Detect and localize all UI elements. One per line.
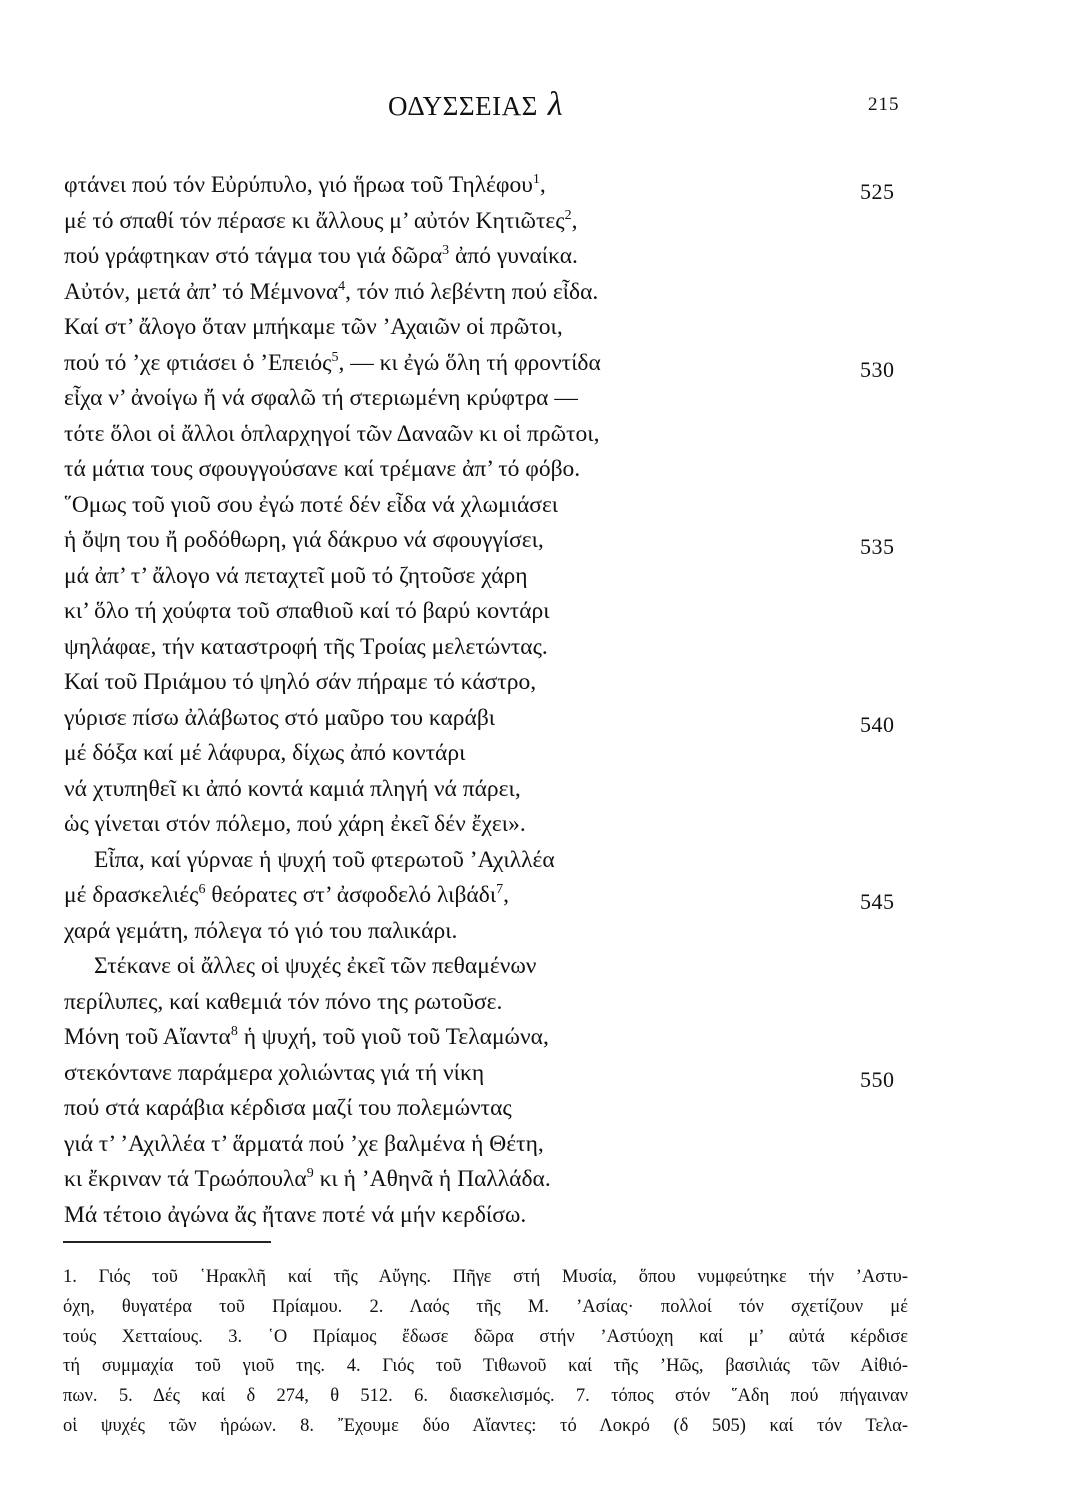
verse-text xyxy=(64,669,536,695)
verse-segment: , xyxy=(571,207,578,234)
verse-line xyxy=(64,1091,944,1127)
footnote-line: 1. Γιός τοῦ ῾Ηρακλῆ καί τῆς Αὔγης. Πῆγε στή Μυσία, ὅπου νυμφεύτηκε τήν ’Αστυ- xyxy=(63,1267,908,1287)
verse-text xyxy=(64,456,580,482)
verse-segment: ἡ ψυχή, τοῦ γιοῦ τοῦ Τελαμώνα, xyxy=(237,1024,549,1050)
verse-text xyxy=(64,634,548,660)
verse-line xyxy=(64,381,944,417)
verse-line xyxy=(64,310,944,346)
verse-number: 540 xyxy=(860,711,895,737)
verse-text xyxy=(64,918,457,944)
verse-text xyxy=(64,1024,549,1050)
verse-segment: , — κι ἐγώ ὅλη τή φροντίδα xyxy=(338,349,601,376)
footnote-marker: 4 xyxy=(338,278,346,294)
verse-segment: ἡ ὄψη του ἤ ροδόθωρη, γιά δάκρυο νά σφουγγίσει, xyxy=(64,527,544,553)
verse-segment: μά ἀπ’ τ’ ἄλογο νά πεταχτεῖ μοῦ τό ζητοῦσε χάρη xyxy=(64,562,528,589)
footnote-marker: 8 xyxy=(230,1024,238,1039)
verse-text xyxy=(64,1131,544,1157)
verse-segment: μέ τό σπαθί τόν πέρασε κι ἄλλους μ’ αὐτόν Κητιῶτες xyxy=(64,207,565,234)
verse-line xyxy=(64,523,944,559)
book-title-text: ΟΔΥΣΣΕΙΑΣ xyxy=(388,91,538,121)
verse-segment: τά μάτια τους σφουγγούσανε καί τρέμανε ἀπ’ τό φόβο. xyxy=(64,456,581,482)
verse-segment: ψηλάφαε, τήν καταστροφή τῆς Τροίας μελετώντας. xyxy=(64,633,548,660)
verse-segment: Καί στ’ ἄλογο ὅταν μπήκαμε τῶν ’Αχαιῶν οἱ πρῶτοι, xyxy=(64,314,563,340)
verse-segment: Καί τοῦ Πριάμου τό ψηλό σάν πήραμε τό κάστρο, xyxy=(64,669,537,695)
verse-text xyxy=(64,492,558,518)
verse-line xyxy=(64,275,944,311)
verse-number: 525 xyxy=(860,179,895,204)
verse-line xyxy=(64,630,944,666)
verse-number: 550 xyxy=(860,1066,895,1092)
verse-text xyxy=(64,953,536,979)
verse-block xyxy=(64,168,944,1233)
verse-text xyxy=(64,279,598,305)
footnote-marker: 7 xyxy=(496,882,504,897)
verse-line xyxy=(64,736,944,772)
verse-text xyxy=(64,385,578,411)
footnote-marker: 1 xyxy=(532,172,540,187)
verse-text xyxy=(64,882,509,908)
verse-line xyxy=(64,417,944,453)
footnote-line: όχη, θυγατέρα τοῦ Πρίαμου. 2. Λαός τῆς Μ. ’Ασίας· πολλοί τόν σχετίζουν μέ xyxy=(63,1296,908,1317)
verse-line xyxy=(64,204,944,240)
verse-line xyxy=(64,772,944,808)
verse-segment: ῞Ομως τοῦ γιοῦ σου ἐγώ ποτέ δέν εἶδα νά χλωμιάσει xyxy=(64,491,559,518)
verse-segment: Αὐτόν, μετά ἀπ’ τό Μέμνονα xyxy=(64,278,339,305)
verse-line xyxy=(64,1020,944,1056)
page-number: 215 xyxy=(868,94,900,115)
footnote-marker: 9 xyxy=(306,1166,314,1181)
verse-line xyxy=(64,843,944,879)
verse-text xyxy=(64,1202,526,1228)
verse-line xyxy=(64,346,944,382)
verse-line xyxy=(64,1198,944,1234)
verse-text xyxy=(64,243,578,269)
verse-segment: Εἶπα, καί γύρναε ἡ ψυχή τοῦ φτερωτοῦ ’Αχιλλέα xyxy=(94,846,555,873)
verse-line xyxy=(64,488,944,524)
verse-text xyxy=(64,314,563,340)
verse-text xyxy=(64,811,526,837)
verse-text xyxy=(64,421,599,447)
verse-segment: Μόνη τοῦ Αἴαντα xyxy=(64,1024,231,1050)
footnote-marker: 6 xyxy=(198,882,206,897)
running-head xyxy=(0,86,1085,126)
verse-segment: εἶχα ν’ ἀνοίγω ἤ νά σφαλῶ τή στεριωμένη κρύφτρα — xyxy=(64,385,578,411)
verse-text xyxy=(64,1166,551,1192)
footnote-line: τή συμμαχία τοῦ γιοῦ της. 4. Γιός τοῦ Τιθωνοῦ καί τῆς ’Ηῶς, βασιλιάς τῶν Αἰθιό- xyxy=(63,1356,908,1377)
verse-segment: , xyxy=(503,882,510,908)
verse-segment: κι ἡ ’Αθηνᾶ ἡ Παλλάδα. xyxy=(313,1166,551,1192)
verse-text xyxy=(64,527,544,553)
verse-segment: νά χτυπηθεῖ κι ἀπό κοντά καμιά πληγή νά πάρει, xyxy=(64,775,521,802)
verse-segment: φτάνει πού τόν Εὐρύπυλο, γιό ἥρωα τοῦ Τηλέφου xyxy=(64,172,533,198)
verse-text xyxy=(64,598,550,624)
verse-line xyxy=(64,949,944,985)
footnote-marker: 2 xyxy=(564,207,572,223)
verse-line xyxy=(64,914,944,950)
verse-line xyxy=(64,665,944,701)
footnote-marker: 5 xyxy=(331,349,339,365)
verse-text xyxy=(64,563,528,589)
verse-segment: περίλυπες, καί καθεμιά τόν πόνο της ρωτοῦσε. xyxy=(64,988,503,1015)
verse-line xyxy=(64,594,944,630)
verse-segment: στεκόντανε παράμερα χολιώντας γιά τή νίκη xyxy=(64,1059,485,1086)
verse-segment: γιά τ’ ’Αχιλλέα τ’ ἅρματά πού ’χε βαλμένα ἡ Θέτη, xyxy=(64,1130,544,1157)
verse-segment: πού στά καράβια κέρδισα μαζί του πολεμώντας xyxy=(64,1095,512,1121)
book-letter: λ xyxy=(547,86,564,123)
footnote-divider xyxy=(63,1241,271,1243)
verse-number: 535 xyxy=(860,534,895,559)
verse-text xyxy=(64,172,546,198)
verse-text xyxy=(64,776,521,802)
verse-segment: θεόρατες στ’ ἀσφοδελό λιβάδι xyxy=(205,882,497,908)
verse-number: 530 xyxy=(860,356,895,382)
verse-segment: ὡς γίνεται στόν πόλεμο, πού χάρη ἐκεῖ δέν ἔχει». xyxy=(64,811,526,837)
verse-segment: χαρά γεμάτη, πόλεγα τό γιό του παλικάρι. xyxy=(64,917,458,944)
verse-segment: πού γράφτηκαν στό τάγμα του γιά δῶρα xyxy=(64,243,443,269)
verse-segment: κι ἔκριναν τά Τρωόπουλα xyxy=(64,1166,307,1192)
verse-line xyxy=(64,168,944,204)
verse-line xyxy=(64,1127,944,1163)
verse-line xyxy=(64,452,944,488)
verse-text xyxy=(64,989,502,1015)
verse-line xyxy=(64,807,944,843)
verse-segment: τότε ὅλοι οἱ ἄλλοι ὁπλαρχηγοί τῶν Δαναῶν κι οἱ πρῶτοι, xyxy=(64,420,600,447)
verse-line xyxy=(64,1162,944,1198)
verse-segment: , τόν πιό λεβέντη πού εἶδα. xyxy=(345,278,599,305)
verse-line xyxy=(64,878,944,914)
verse-segment: κι’ ὅλο τή χούφτα τοῦ σπαθιοῦ καί τό βαρύ κοντάρι xyxy=(64,598,550,624)
verse-number: 545 xyxy=(860,889,895,914)
verse-segment: μέ δρασκελιές xyxy=(64,882,199,908)
footnote-line: τούς Χετταίους. 3. ῾Ο Πρίαμος ἔδωσε δῶρα στήν ’Αστύοχη καί μ’ αὐτά κέρδισε xyxy=(63,1326,908,1347)
verse-text xyxy=(64,740,465,766)
verse-segment: μέ δόξα καί μέ λάφυρα, δίχως ἀπό κοντάρι xyxy=(64,740,466,766)
verse-segment: Μά τέτοιο ἀγώνα ἄς ἤτανε ποτέ νά μήν κερδίσω. xyxy=(64,1201,527,1228)
verse-line xyxy=(64,701,944,737)
footnote-line: οἱ ψυχές τῶν ἡρώων. 8. ῎Εχουμε δύο Αἴαντες: τό Λοκρό (δ 505) καί τόν Τελα- xyxy=(63,1415,908,1436)
verse-text xyxy=(64,350,601,376)
verse-text xyxy=(64,1060,484,1086)
footnote-marker: 3 xyxy=(442,243,450,258)
verse-line xyxy=(64,985,944,1021)
verse-text xyxy=(64,847,555,873)
verse-text xyxy=(64,705,495,731)
verse-line xyxy=(64,559,944,595)
verse-text xyxy=(64,208,577,234)
verse-line xyxy=(64,1056,944,1092)
book-title xyxy=(388,86,563,124)
footnotes xyxy=(63,1263,908,1442)
verse-segment: ἀπό γυναίκα. xyxy=(449,243,578,269)
verse-segment: Στέκανε οἱ ἄλλες οἱ ψυχές ἐκεῖ τῶν πεθαμένων xyxy=(94,953,537,979)
footnote-line: πων. 5. Δές καί δ 274, θ 512. 6. διασκελισμός. 7. τόπος στόν ῞Αδη πού πήγαιναν xyxy=(63,1386,908,1407)
verse-text xyxy=(64,1095,512,1121)
verse-segment: πού τό ’χε φτιάσει ὁ ’Επειός xyxy=(64,349,332,376)
verse-segment: , xyxy=(539,172,546,198)
verse-segment: γύρισε πίσω ἀλάβωτος στό μαῦρο του καράβι xyxy=(64,704,496,731)
verse-line xyxy=(64,239,944,275)
